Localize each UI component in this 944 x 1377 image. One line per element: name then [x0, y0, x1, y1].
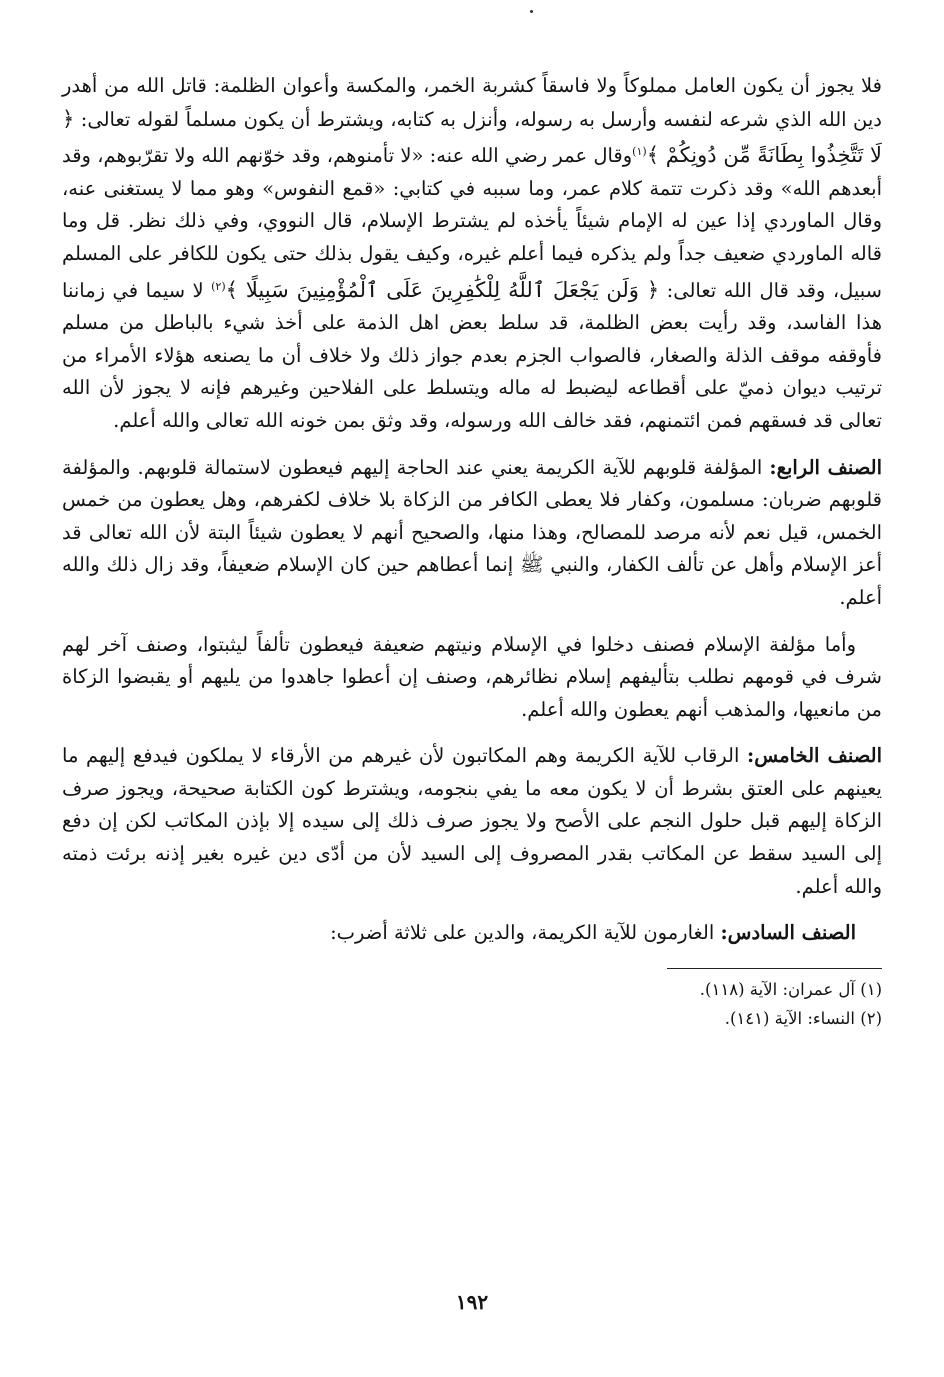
paragraph-5	[62, 917, 882, 950]
paragraph-1-text-a: فلا يجوز أن يكون العامل مملوكاً ولا فاسقاً كشربة الخمر، والمكسة وأعوان الظلمة: قاتل الله من أهدر دين الله الذي شرعه لنفسه وأرسل به رسوله، وأنزل به كتابه، ويشترط أن يكون مسلماً لقوله تعالى:	[62, 74, 882, 131]
paragraph-4	[62, 740, 882, 903]
paragraph-1	[62, 70, 882, 438]
section-heading-fifth: الصنف الخامس:	[747, 744, 882, 768]
quran-verse-2: ﴿ وَلَن يَجْعَلَ ٱللَّهُ لِلْكَٰفِرِينَ عَلَى ٱلْمُؤْمِنِينَ سَبِيلًا ﴾	[225, 277, 660, 302]
paragraph-1-text-c: لا سيما في زماننا هذا الفاسد، وقد رأيت بعض الظلمة، قد سلط بعض اهل الذمة على أخذ شيء بالباطل من مسلم فأوقفه موقف الذلة والصغار، فالصواب الجزم بعدم جواز ذلك ولا خلاف أن ما يصنعه هؤلاء الأمراء من ترتيب ديوان ذميّ على أقطاعه ليضبط له ماله ويتسلط على الفلاحين وغيرهم فإنه لا يجوز لأن الله تعالى قد فسقهم فمن ائتمنهم، فقد خالف الله ورسوله، وقد وثق بمن خونه الله تعالى والله أعلم.	[62, 278, 882, 432]
paragraph-4-text: الرقاب للآية الكريمة وهم المكاتبون لأن غيرهم من الأرقاء لا يملكون فيدفع إليهم ما يعينهم على العتق بشرط أن لا يكون معه ما يفي بنجومه، ويشترط كون الكتابة صحيحة، ويجوز صرف الزكاة إليهم قبل حلول النجم على الأصح ولا يجوز صرف ذلك إلى سيده إلا بإذن المكاتب لكن إن دفع إلى السيد سقط عن المكاتب بقدر المصروف إلى السيد لأن من أدّى دين غيره بغير إذنه برئت ذمته والله أعلم.	[62, 744, 882, 898]
paragraph-5-text: الغارمون للآية الكريمة، والدين على ثلاثة أضرب:	[330, 921, 721, 945]
paragraph-2-text: المؤلفة قلوبهم للآية الكريمة يعني عند الحاجة إليهم فيعطون لاستمالة قلوبهم. والمؤلفة قلوبهم ضربان: مسلمون، وكفار فلا يعطى الكافر من الزكاة بلا خلاف لكفرهم، وهل يعطون من خمس الخمس، قيل نعم لأنه مرصد للمصالح، وهذا منها، والصحيح أنهم لا يعطون شيئاً البتة لأن الله تعالى قد أعز الإسلام وأهل عن تألف الكفار، والنبي ﷺ إنما أعطاهم حين كان الإسلام ضعيفاً، وقد زال ذلك والله أعلم.	[62, 455, 882, 609]
footnote-1: (١) آل عمران: الآية (١١٨).	[699, 979, 882, 999]
section-heading-fourth: الصنف الرابع:	[769, 455, 882, 479]
paragraph-2	[62, 452, 882, 615]
paragraph-1-text-b: وقال عمر رضي الله عنه: «لا تأمنوهم، وقد خوّنهم الله ولا تقرّبوهم، وقد أبعدهم الله» وقد ذكرت تتمة كلام عمر، وما سببه في كتابي: «قمع النفوس» وهو مما لا يستغنى عنه، وقال الماوردي إذا عين له الإمام شيئاً يأخذه لم يشترط الإسلام، قال النووي، وفي ذلك نظر. قل وما قاله الماوردي ضعيف جداً ولم يذكره فيما أعلم غيره، وكيف يقول بذلك حتى يكون للكافر على المسلم سبيل، وقد قال الله تعالى:	[62, 144, 882, 302]
page-number: ١٩٢	[455, 1290, 489, 1314]
ink-dot	[530, 10, 533, 13]
footnote-separator	[667, 968, 882, 969]
paragraph-3: وأما مؤلفة الإسلام فصنف دخلوا في الإسلام ونيتهم ضعيفة فيعطون تألفاً ليثبتوا، وصنف آخر لهم شرف في قومهم نطلب بتأليفهم إسلام نظائرهم، وصنف إن أعطوا جاهدوا من يليهم أو يقبضوا الزكاة من مانعيها، والمذهب أنهم يعطون والله أعلم.	[62, 632, 882, 721]
footnote-ref-1: (١)	[632, 145, 647, 159]
section-heading-sixth: الصنف السادس:	[720, 921, 856, 945]
footnote-ref-2: (٢)	[211, 279, 226, 293]
quran-verse-1: ﴿ لَا تَتَّخِذُوا بِطَانَةً مِّن دُونِكُمْ ﴾	[62, 106, 882, 168]
footnotes	[62, 975, 882, 1033]
footnote-2: (٢) النساء: الآية (١٤١).	[724, 1008, 882, 1028]
page-body	[62, 70, 882, 1033]
